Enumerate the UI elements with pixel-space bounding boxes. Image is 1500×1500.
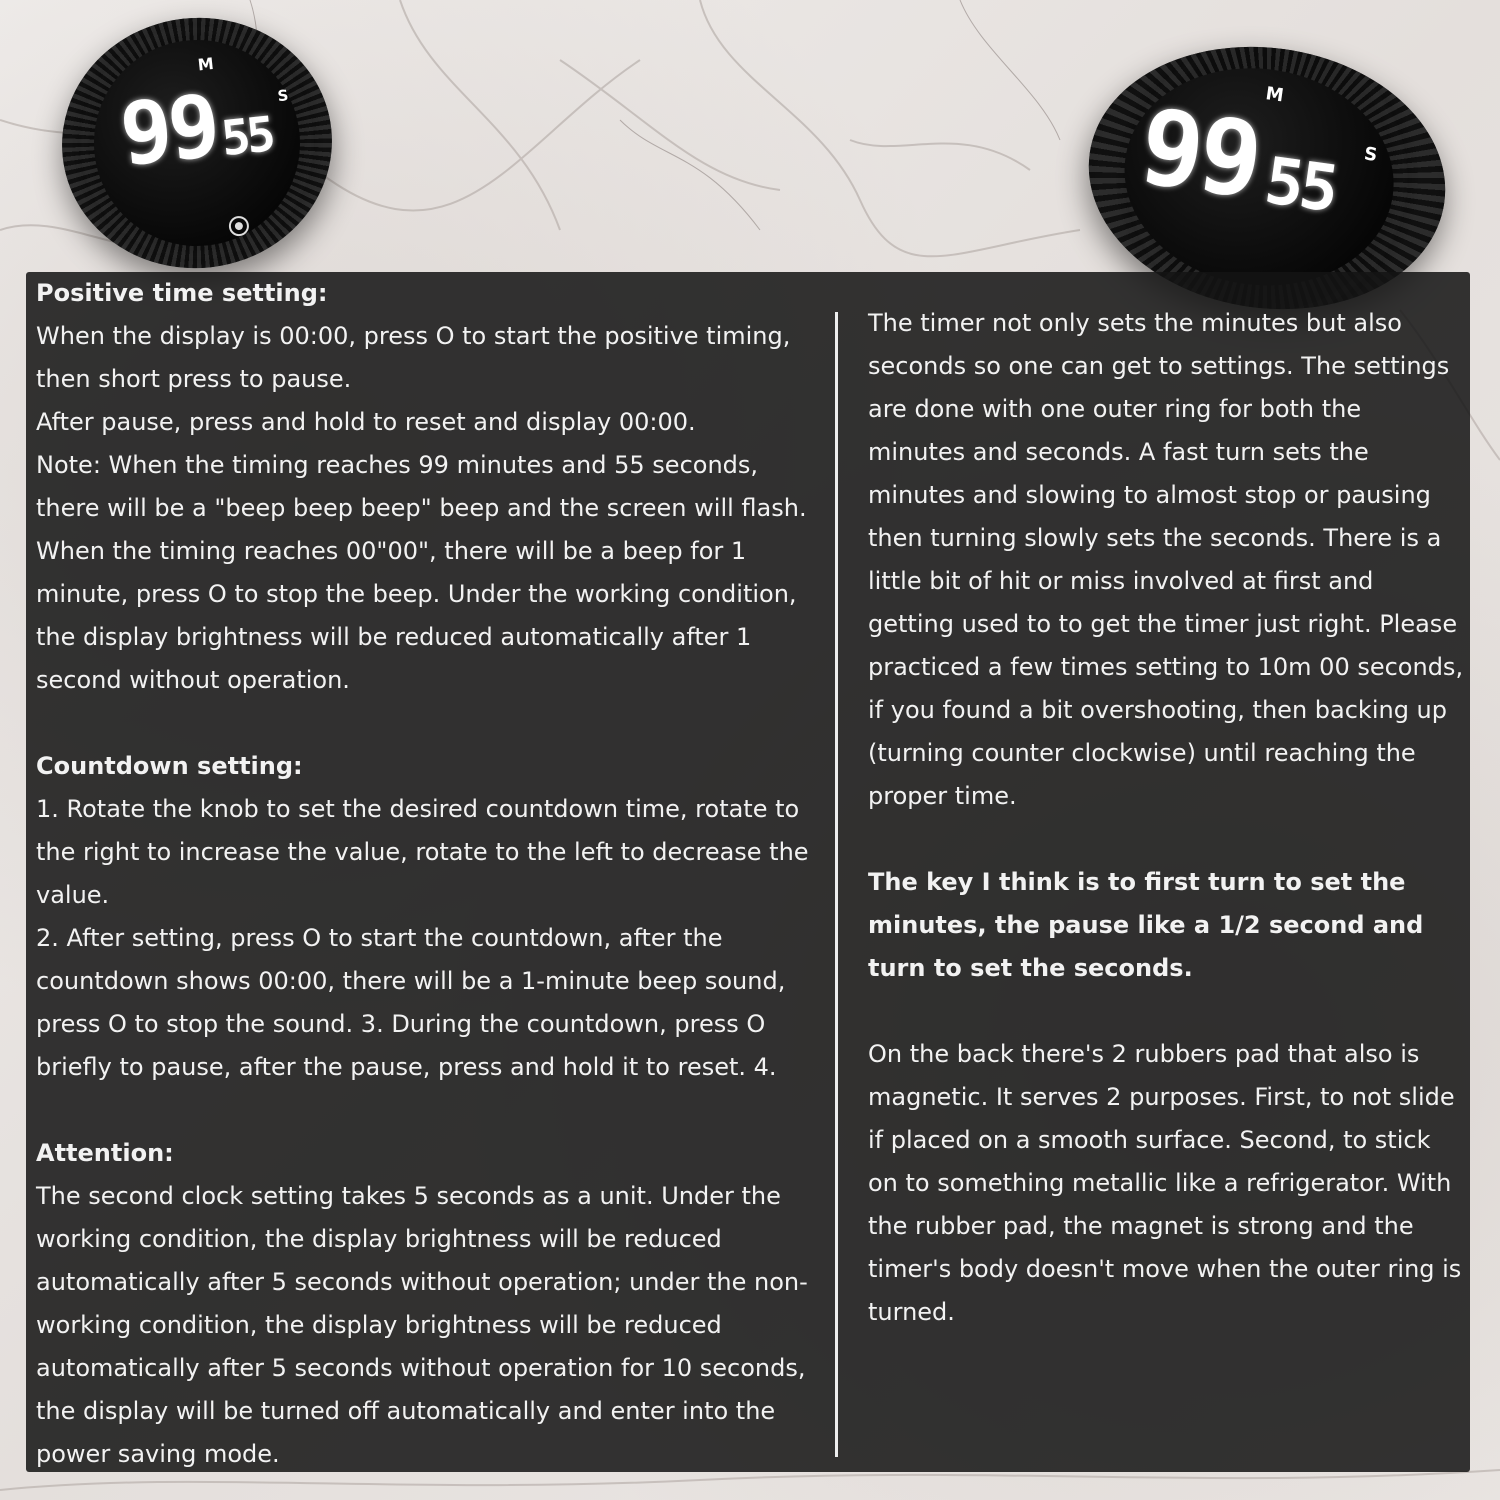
seconds-label: S [276,86,290,106]
minutes-digits: 99 [1132,84,1266,222]
attention-text: The second clock setting takes 5 seconds as a unit. Under the working condition, the display brightness will be reduced automatically after 5 seconds without operation; under the non-working condition, the display brightness will be reduced automatically after 5 seconds without operation for 10 seconds, the display will be turned off automatically and enter into the power saving mode. [36,1182,808,1468]
positive-time-text-2: After pause, press and hold to reset and display 00:00. [36,408,696,436]
review-paragraph-3: On the back there's 2 rubbers pad that also is magnetic. It serves 2 purposes. First, to not slide if placed on a smooth surface. Second, to stick on to something metallic like a refrigerator. With the rubber pad, the magnet is strong and the timer's body doesn't move when the outer ring is turned. [868,1040,1462,1326]
countdown-text-1: 1. Rotate the knob to set the desired countdown time, rotate to the right to increase the value, rotate to the left to decrease the value. [36,795,809,909]
positive-time-text-1: When the display is 00:00, press O to start the positive timing, then short press to pause. [36,322,791,393]
minutes-digits: 99 [115,76,222,186]
seconds-digits: 55 [1260,144,1340,228]
review-paragraph-1: The timer not only sets the minutes but also seconds so one can get to settings. The settings are done with one outer ring for both the minutes and seconds. A fast turn sets the minutes and slowing to almost stop or pausing then turning slowly sets the seconds. There is a little bit of hit or miss involved at first and getting used to to get the timer just right. Please practiced a few times setting to 10m 00 seconds, if you found a bit overshooting, then backing up (turning counter clockwise) until reaching the proper time. [868,309,1464,810]
seconds-label: S [1362,143,1379,167]
column-divider [835,312,838,1457]
positive-time-note: Note: When the timing reaches 99 minutes and 55 seconds, there will be a "beep beep beep" beep and the screen will flash. When the timing reaches 00"00", there will be a beep for 1 minute, press O to stop the beep. Under the working condition, the display brightness will be reduced automatically after 1 second without operation. [36,451,807,694]
review-key-tip: The key I think is to first turn to set the minutes, the pause like a 1/2 second and turn to set the seconds. [868,868,1424,982]
attention-heading: Attention: [36,1139,174,1167]
instructions-panel [26,272,1470,1472]
minutes-label: M [196,53,215,75]
countdown-heading: Countdown setting: [36,752,303,780]
left-column [36,272,826,1476]
countdown-text-2: 2. After setting, press O to start the countdown, after the countdown shows 00:00, there will be a 1-minute beep sound, press O to stop the sound. 3. During the countdown, press O briefly to pause, after the pause, press and hold it to reset. 4. [36,924,786,1081]
seconds-digits: 55 [218,106,275,168]
minutes-label: M [1264,83,1285,107]
positive-time-heading: Positive time setting: [36,279,328,307]
right-column [868,302,1464,1334]
